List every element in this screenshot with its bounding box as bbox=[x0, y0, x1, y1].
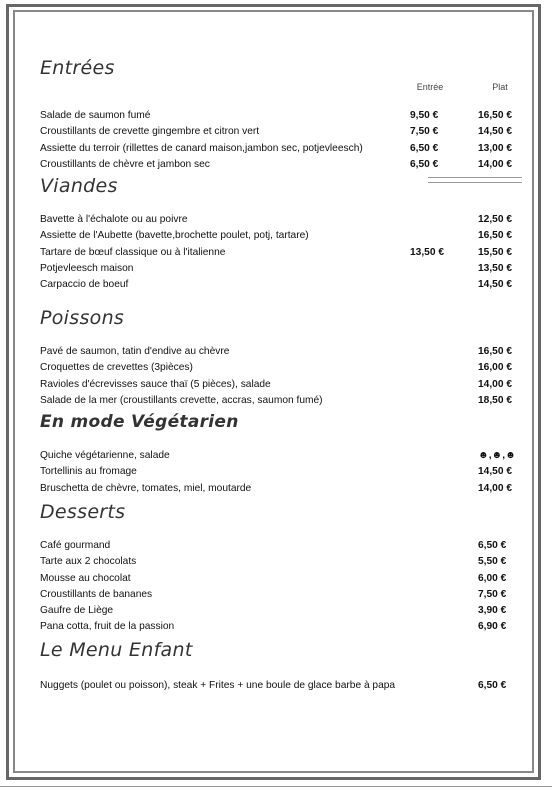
section-title: Entrées bbox=[40, 57, 115, 79]
item-list bbox=[40, 212, 520, 293]
item-name: Tartare de bœuf classique ou à l'italienne bbox=[40, 246, 226, 258]
price-plat: 14,50 € bbox=[478, 466, 512, 478]
menu-item bbox=[40, 619, 520, 635]
item-name: Tarte aux 2 chocolats bbox=[40, 556, 137, 568]
section-vegetarien bbox=[40, 408, 520, 498]
item-list bbox=[40, 678, 520, 694]
item-name: Ravioles d'écrevisses sauce thaï (5 pièces), salade bbox=[40, 378, 271, 390]
price-entree: 6,50 € bbox=[410, 142, 439, 154]
price-plat: 3,90 € bbox=[478, 605, 507, 617]
item-list bbox=[40, 448, 520, 497]
price-plat: 16,50 € bbox=[478, 110, 512, 121]
item-name: Nuggets (poulet ou poisson), steak + Frites + une boule de glace barbe à papa bbox=[40, 680, 396, 691]
price-plat: 14,00 € bbox=[478, 378, 512, 390]
menu-item bbox=[40, 360, 520, 376]
menu-item bbox=[40, 212, 520, 228]
section-title: Desserts bbox=[40, 501, 126, 523]
item-name: Pana cotta, fruit de la passion bbox=[40, 621, 175, 633]
price-plat: 14,00 € bbox=[478, 482, 512, 494]
item-list bbox=[40, 538, 520, 636]
price-plat: 7,50 € bbox=[478, 588, 507, 600]
item-name: Pavé de saumon, tatin d'endive au chèvre bbox=[40, 346, 230, 357]
menu-item bbox=[40, 538, 520, 554]
menu-item bbox=[40, 344, 520, 360]
menu-item bbox=[40, 108, 520, 124]
item-list bbox=[40, 108, 520, 173]
menu-item bbox=[40, 377, 520, 393]
section-title: Le Menu Enfant bbox=[40, 639, 193, 661]
item-list bbox=[40, 344, 520, 409]
menu-item bbox=[40, 393, 520, 409]
price-entree: 6,50 € bbox=[410, 158, 439, 170]
menu-item bbox=[40, 571, 520, 587]
price-plat: ☻,☻,☻ bbox=[478, 450, 516, 461]
menu-item bbox=[40, 228, 520, 244]
price-plat: 13,50 € bbox=[478, 262, 512, 274]
price-plat: 6,90 € bbox=[478, 621, 507, 633]
price-entree: 13,50 € bbox=[410, 246, 444, 258]
item-name: Salade de la mer (croustillants crevette, accras, saumon fumé) bbox=[40, 394, 323, 406]
price-plat: 18,50 € bbox=[478, 394, 512, 406]
menu-item bbox=[40, 464, 520, 480]
price-entree: 9,50 € bbox=[410, 110, 439, 121]
price-plat: 12,50 € bbox=[478, 214, 512, 225]
item-name: Croustillants de crevette gingembre et citron vert bbox=[40, 126, 260, 138]
section-menu-enfant bbox=[40, 636, 520, 696]
menu-item bbox=[40, 124, 520, 140]
item-name: Potjevleesch maison bbox=[40, 262, 134, 274]
menu-item bbox=[40, 157, 520, 173]
section-title: Viandes bbox=[40, 175, 118, 197]
item-name: Carpaccio de boeuf bbox=[40, 279, 129, 291]
menu-item bbox=[40, 448, 520, 464]
price-plat: 6,50 € bbox=[478, 540, 507, 551]
menu-item bbox=[40, 277, 520, 293]
section-title: En mode Végétarien bbox=[40, 412, 239, 432]
item-name: Café gourmand bbox=[40, 540, 111, 551]
price-plat: 14,00 € bbox=[478, 158, 512, 170]
menu-content bbox=[40, 54, 520, 696]
price-plat: 14,50 € bbox=[478, 279, 512, 291]
column-headers bbox=[40, 82, 520, 96]
item-name: Assiette du terroir (rillettes de canard maison,jambon sec, potjevleesch) bbox=[40, 142, 363, 154]
column-header-plat: Plat bbox=[492, 82, 508, 92]
section-title: Poissons bbox=[40, 307, 125, 329]
item-name: Assiette de l'Aubette (bavette,brochette poulet, potj, tartare) bbox=[40, 230, 309, 242]
price-plat: 6,00 € bbox=[478, 572, 507, 584]
menu-item bbox=[40, 141, 520, 157]
item-name: Mousse au chocolat bbox=[40, 572, 131, 584]
item-name: Croustillants de bananes bbox=[40, 588, 153, 600]
item-name: Bruschetta de chèvre, tomates, miel, moutarde bbox=[40, 482, 252, 494]
menu-item bbox=[40, 678, 520, 694]
menu-item bbox=[40, 245, 520, 261]
price-plat: 15,50 € bbox=[478, 246, 512, 258]
item-name: Tortellinis au fromage bbox=[40, 466, 137, 478]
menu-item bbox=[40, 603, 520, 619]
item-name: Salade de saumon fumé bbox=[40, 110, 151, 121]
item-name: Quiche végétarienne, salade bbox=[40, 450, 170, 461]
section-desserts bbox=[40, 498, 520, 636]
item-name: Gaufre de Liège bbox=[40, 605, 114, 617]
column-header-entree: Entrée bbox=[416, 82, 444, 92]
price-plat: 16,50 € bbox=[478, 230, 512, 242]
menu-item bbox=[40, 481, 520, 497]
price-entree: 7,50 € bbox=[410, 126, 439, 138]
page-edge-line bbox=[0, 786, 552, 787]
price-plat: 16,00 € bbox=[478, 362, 512, 374]
item-name: Croustillants de chèvre et jambon sec bbox=[40, 158, 210, 170]
menu-item bbox=[40, 554, 520, 570]
menu-item bbox=[40, 587, 520, 603]
price-plat: 6,50 € bbox=[478, 680, 507, 691]
menu-item bbox=[40, 261, 520, 277]
item-name: Bavette à l'échalote ou au poivre bbox=[40, 214, 188, 225]
price-plat: 14,50 € bbox=[478, 126, 512, 138]
price-plat: 16,50 € bbox=[478, 346, 512, 357]
section-viandes bbox=[40, 172, 520, 304]
price-plat: 13,00 € bbox=[478, 142, 512, 154]
price-plat: 5,50 € bbox=[478, 556, 507, 568]
item-name: Croquettes de crevettes (3pièces) bbox=[40, 362, 193, 374]
section-entrees bbox=[40, 54, 520, 172]
section-poissons bbox=[40, 304, 520, 408]
